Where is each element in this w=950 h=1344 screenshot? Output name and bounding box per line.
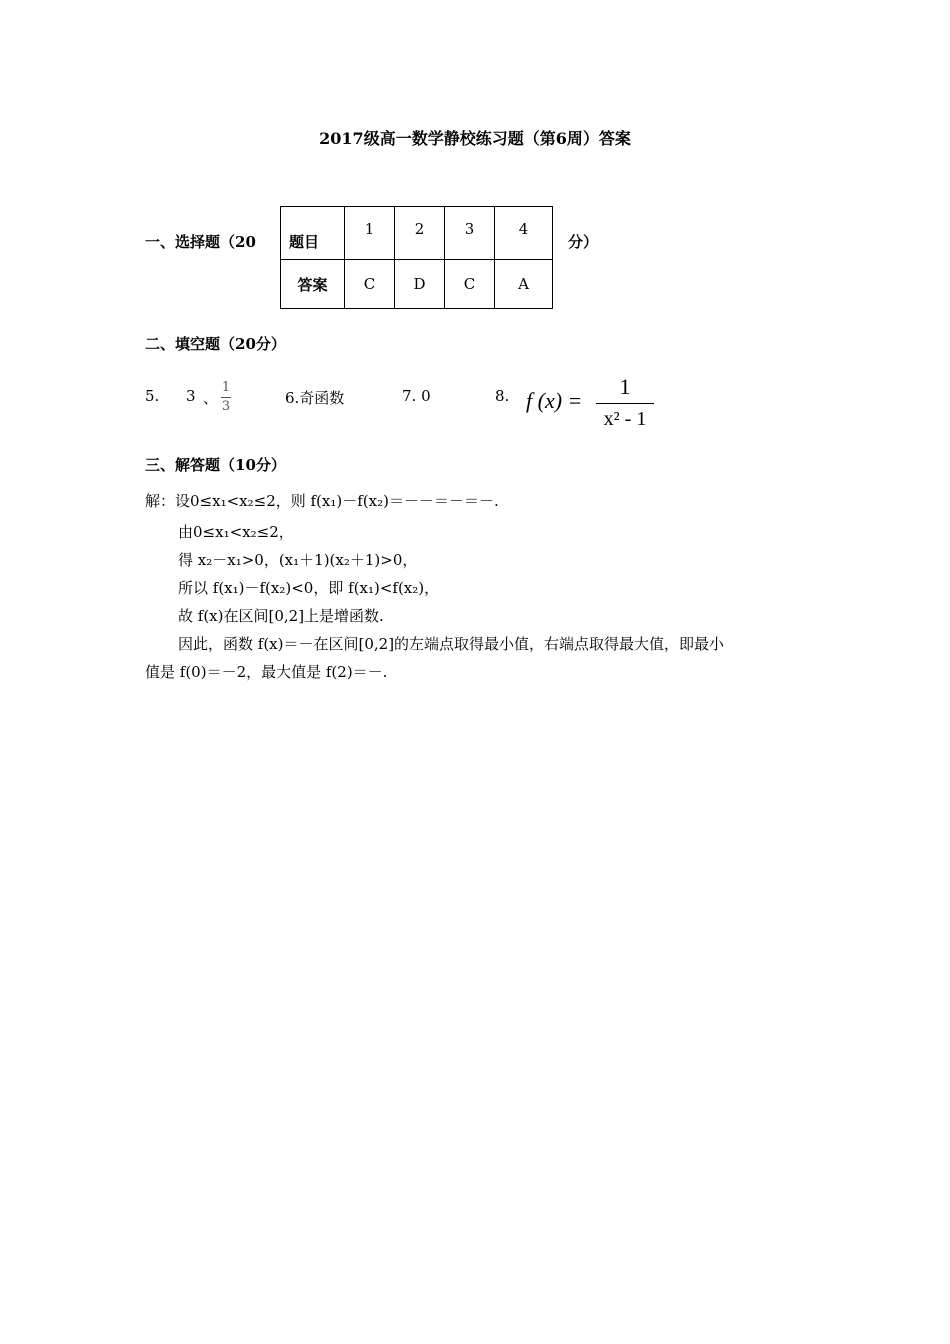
table-answer-cell: A [495, 260, 553, 309]
q5-frac-denominator: 3 [221, 399, 231, 414]
section3-label: 三、解答题（10分） [145, 456, 286, 474]
table-row [281, 207, 553, 260]
table-number-cell: 3 [445, 207, 495, 260]
q8-formula-lhs: f (x) = [526, 388, 583, 413]
solution-line: 值是 f(0)＝－2，最大值是 f(2)＝－. [145, 663, 388, 681]
q5-number: 5. [145, 387, 160, 405]
solution-line: 得 x₂－x₁>0，(x₁＋1)(x₂＋1)>0， [178, 551, 418, 569]
section2-label: 二、填空题（20分） [145, 335, 286, 353]
section1-label-prefix: 一、选择题（20 [145, 233, 256, 251]
q8-frac-denominator: x² - 1 [603, 408, 647, 430]
table-number-cell: 4 [495, 207, 553, 260]
table-answer-cell: C [345, 260, 395, 309]
section1-label-suffix: 分） [568, 233, 599, 251]
table-answer-cell: D [395, 260, 445, 309]
answer-table [280, 206, 553, 309]
table-row [281, 260, 553, 309]
solution-line: 故 f(x)在区间[0,2]上是增函数. [178, 607, 384, 625]
fraction-bar [221, 397, 231, 398]
fraction-bar [596, 403, 654, 404]
solution-line: 因此，函数 f(x)＝－在区间[0,2]的左端点取得最小值，右端点取得最大值，即最小 [178, 635, 725, 653]
q8-number: 8. [495, 387, 510, 405]
table-answer-cell: C [445, 260, 495, 309]
q5-fraction [221, 380, 231, 415]
page-title: 2017级高一数学静校练习题（第6周）答案 [319, 129, 631, 148]
table-number-cell: 1 [345, 207, 395, 260]
q5-frac-numerator: 1 [221, 380, 231, 395]
table-header-label: 题目 [281, 207, 345, 260]
q5-answer-a: 3 [186, 387, 196, 405]
q7-answer: 7. 0 [402, 387, 431, 405]
solution-line: 解：设0≤x₁<x₂≤2，则 f(x₁)－f(x₂)＝－－＝－＝－. [145, 492, 499, 510]
q5-separator: 、 [203, 389, 219, 407]
q6-answer: 6.奇函数 [285, 389, 345, 407]
q8-frac-numerator: 1 [619, 374, 631, 399]
table-number-cell: 2 [395, 207, 445, 260]
solution-line: 由0≤x₁<x₂≤2， [178, 523, 294, 541]
solution-line: 所以 f(x₁)－f(x₂)<0，即 f(x₁)<f(x₂)， [178, 579, 440, 597]
table-answer-label: 答案 [281, 260, 345, 309]
